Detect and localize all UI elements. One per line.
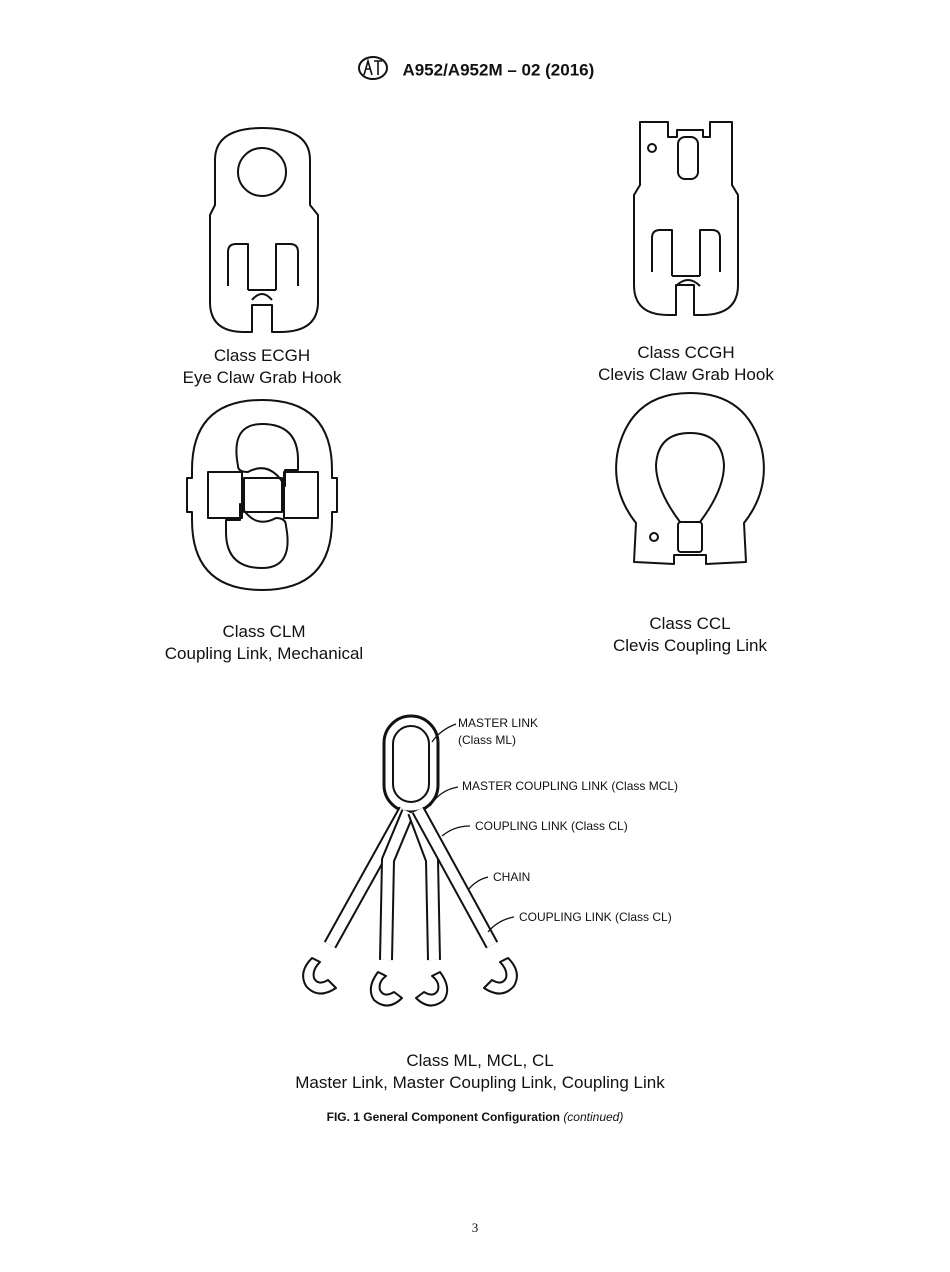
eye-claw-grab-hook-drawing — [210, 128, 318, 332]
caption-ecgh — [162, 345, 362, 389]
label-master-link: MASTER LINK — [458, 716, 539, 730]
chain-assembly-drawing — [303, 716, 517, 1006]
caption-ccl — [590, 613, 790, 657]
label-coupling-link-top: COUPLING LINK (Class CL) — [475, 819, 628, 833]
coupling-link-mechanical-drawing — [187, 400, 337, 590]
label-master-coupling-link: MASTER COUPLING LINK (Class MCL) — [462, 779, 679, 793]
label-chain: CHAIN — [493, 870, 531, 884]
figure-caption — [0, 1110, 950, 1124]
caption-assembly — [230, 1050, 730, 1094]
label-master-link-class: (Class ML) — [458, 733, 517, 747]
caption-ccl-class: Class CCL — [649, 614, 731, 633]
clevis-claw-grab-hook-drawing — [634, 122, 738, 315]
figure-note: (continued) — [563, 1110, 624, 1124]
caption-assembly-class: Class ML, MCL, CL — [406, 1051, 554, 1070]
caption-clm-class: Class CLM — [222, 622, 306, 641]
caption-ccgh-name: Clevis Claw Grab Hook — [598, 365, 774, 384]
caption-clm-name: Coupling Link, Mechanical — [164, 644, 364, 663]
caption-ecgh-class: Class ECGH — [213, 346, 311, 365]
standard-designation: A952/A952M – 02 (2016) — [402, 60, 595, 80]
caption-ccgh — [576, 342, 796, 386]
clevis-coupling-link-drawing — [616, 393, 764, 564]
caption-ccl-name: Clevis Coupling Link — [612, 636, 768, 655]
caption-ccgh-class: Class CCGH — [637, 343, 735, 362]
figure-label: FIG. 1 General Component Configuration — [326, 1110, 560, 1124]
caption-clm — [144, 621, 384, 665]
page-number: 3 — [471, 1220, 479, 1235]
label-coupling-link-bottom: COUPLING LINK (Class CL) — [519, 910, 672, 924]
caption-ecgh-name: Eye Claw Grab Hook — [182, 368, 342, 387]
caption-assembly-name: Master Link, Master Coupling Link, Coupling Link — [295, 1073, 665, 1092]
